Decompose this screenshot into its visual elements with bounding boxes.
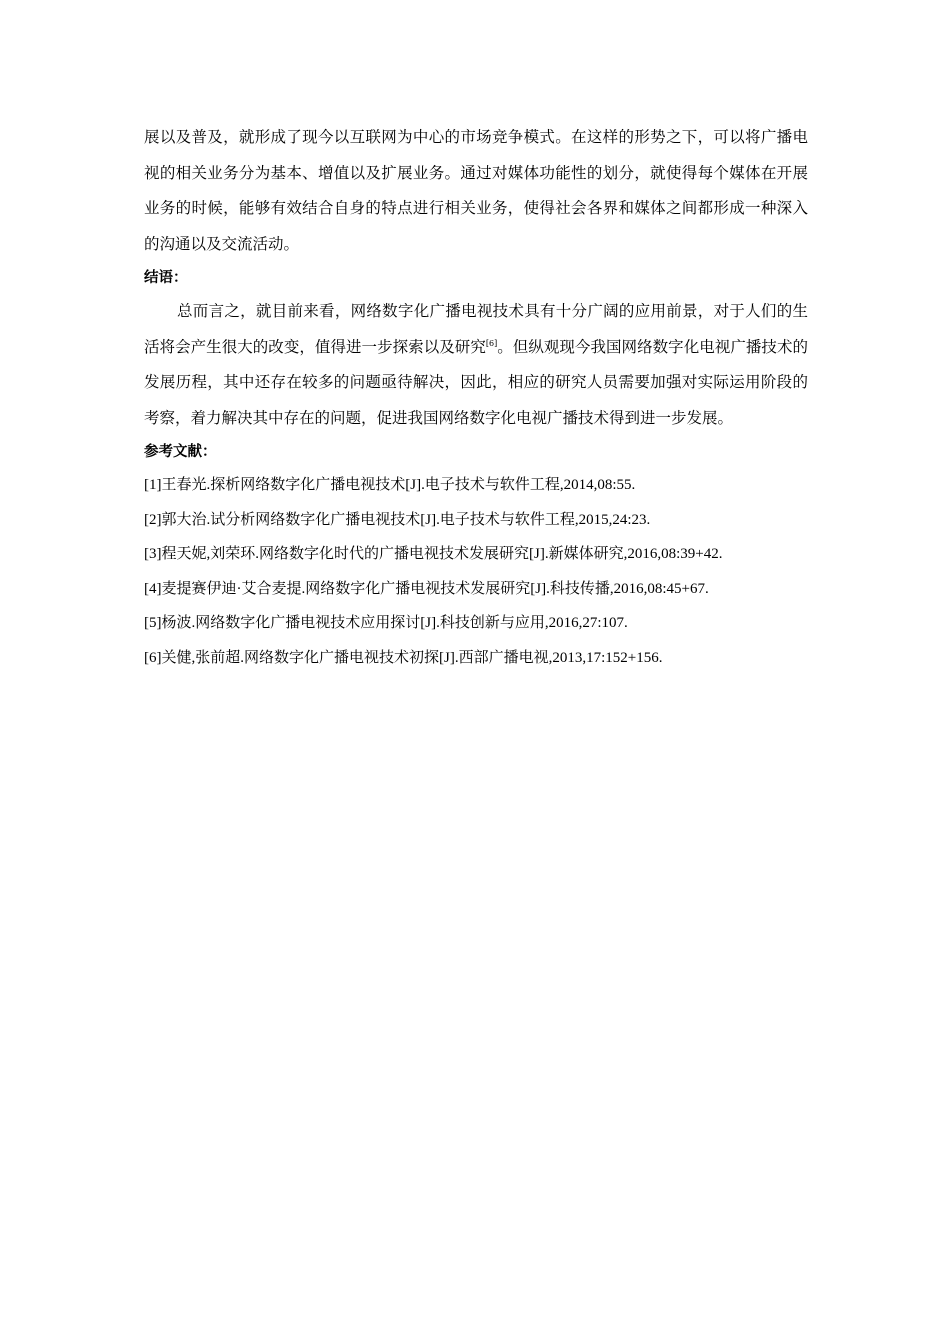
reference-item: [4]麦提赛伊迪·艾合麦提.网络数字化广播电视技术发展研究[J].科技传播,2016,08:45+67. (144, 580, 709, 597)
document-page (144, 120, 808, 675)
references-heading: 参考文献： (144, 444, 217, 460)
intro-paragraph: 展以及普及，就形成了现今以互联网为中心的市场竞争模式。在这样的形势之下，可以将广播电视的相关业务分为基本、增值以及扩展业务。通过对媒体功能性的划分，就使得每个媒体在开展业务的时候，能够有效结合自身的特点进行相关业务，使得社会各界和媒体之间都形成一种深入的沟通以及交流活动。 (144, 128, 808, 253)
reference-item: [1]王春光.探析网络数字化广播电视技术[J].电子技术与软件工程,2014,08:55. (144, 477, 636, 493)
reference-item: [2]郭大治.试分析网络数字化广播电视技术[J].电子技术与软件工程,2015,24:23. (144, 511, 651, 528)
conclusion-text-part-1: 总而言之，就目前来看，网络数字化广播电视技术具有十分广阔的应用前景，对于人们的生活将会产生很大的改变，值得进一步探索以及研究 (144, 302, 808, 356)
reference-item: [3]程天妮,刘荣环.网络数字化时代的广播电视技术发展研究[J].新媒体研究,2016,08:39+42. (144, 546, 723, 562)
conclusion-heading: 结语： (144, 270, 188, 286)
citation-superscript: [6] (485, 338, 498, 348)
reference-item: [6]关健,张前超.网络数字化广播电视技术初探[J].西部广播电视,2013,17:152+156. (144, 649, 663, 666)
conclusion-text-part-2: 。但纵观现今我国网络数字化电视广播技术的发展历程，其中还存在较多的问题亟待解决，因此，相应的研究人员需要加强对实际运用阶段的考察，着力解决其中存在的问题，促进我国网络数字化电视广播技术得到进一步发展。 (144, 337, 808, 427)
references-list (144, 468, 808, 675)
conclusion-paragraph (144, 294, 808, 436)
reference-item: [5]杨波.网络数字化广播电视技术应用探讨[J].科技创新与应用,2016,27:107. (144, 615, 628, 631)
